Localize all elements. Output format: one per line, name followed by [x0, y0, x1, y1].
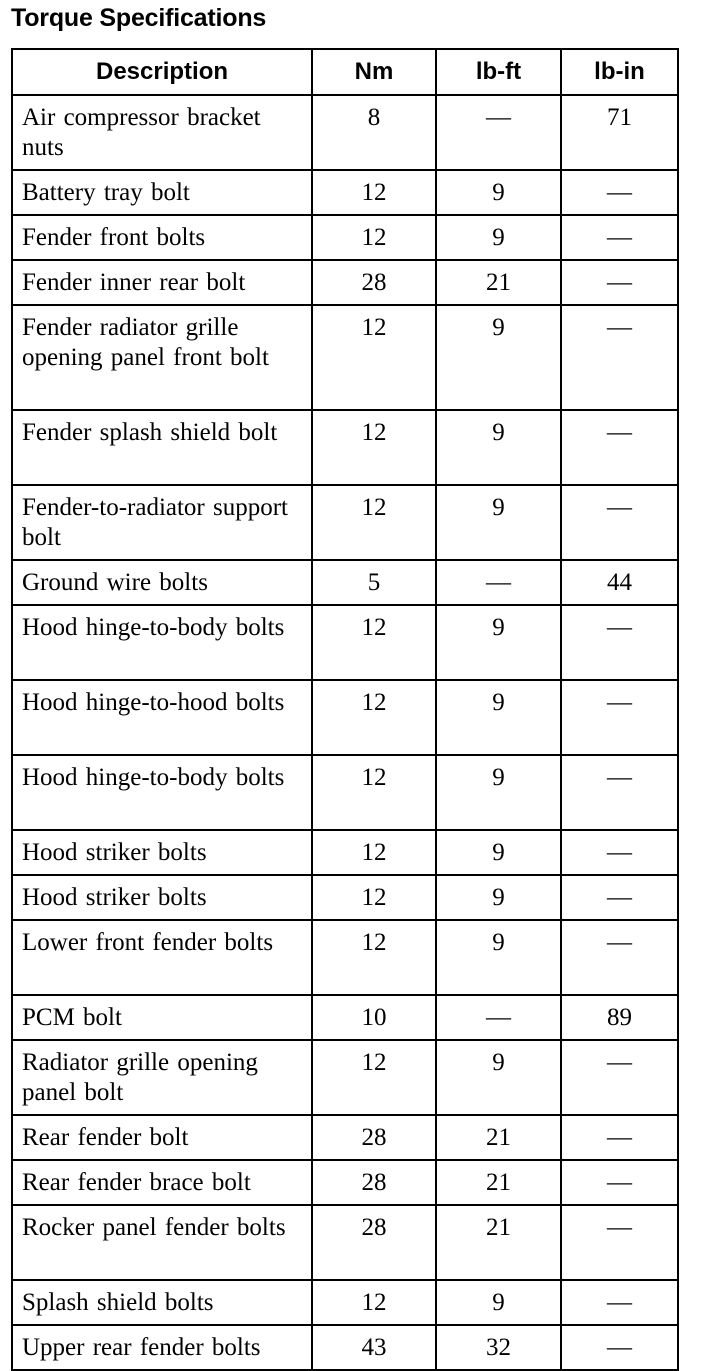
table-row	[12, 920, 678, 995]
table-row	[12, 1205, 678, 1280]
cell-lb-ft: 9	[436, 215, 561, 260]
cell-nm: 28	[312, 1160, 436, 1205]
cell-lb-in: 71	[561, 95, 678, 170]
table-row	[12, 995, 678, 1040]
table-row	[12, 485, 678, 560]
cell-lb-ft: 9	[436, 170, 561, 215]
cell-nm: 5	[312, 560, 436, 605]
cell-lb-in: —	[561, 1205, 678, 1280]
cell-lb-ft: 9	[436, 485, 561, 560]
table-row	[12, 170, 678, 215]
cell-lb-in: —	[561, 680, 678, 755]
cell-nm: 12	[312, 920, 436, 995]
cell-description: Battery tray bolt	[12, 170, 312, 215]
cell-description: Rear fender brace bolt	[12, 1160, 312, 1205]
cell-lb-in: —	[561, 875, 678, 920]
cell-lb-in: 44	[561, 560, 678, 605]
cell-lb-in: —	[561, 260, 678, 305]
cell-description: Ground wire bolts	[12, 560, 312, 605]
cell-description: Fender-to-radiator support bolt	[12, 485, 312, 560]
table-row	[12, 755, 678, 830]
cell-lb-in: —	[561, 605, 678, 680]
cell-description: Hood hinge-to-hood bolts	[12, 680, 312, 755]
cell-nm: 12	[312, 1040, 436, 1115]
cell-nm: 12	[312, 305, 436, 410]
cell-lb-ft: 9	[436, 680, 561, 755]
cell-lb-in: —	[561, 830, 678, 875]
cell-lb-ft: 9	[436, 605, 561, 680]
table-row	[12, 830, 678, 875]
table-row	[12, 875, 678, 920]
cell-description: Hood hinge-to-body bolts	[12, 605, 312, 680]
cell-lb-in: —	[561, 1040, 678, 1115]
table-row	[12, 1325, 678, 1370]
cell-lb-ft: 9	[436, 410, 561, 485]
cell-lb-in: —	[561, 1115, 678, 1160]
cell-lb-ft: 9	[436, 305, 561, 410]
table-row	[12, 680, 678, 755]
cell-description: PCM bolt	[12, 995, 312, 1040]
header-nm: Nm	[312, 49, 436, 95]
table-row	[12, 1040, 678, 1115]
cell-lb-ft: 21	[436, 260, 561, 305]
cell-nm: 12	[312, 680, 436, 755]
cell-lb-in: —	[561, 170, 678, 215]
cell-nm: 12	[312, 875, 436, 920]
cell-nm: 12	[312, 830, 436, 875]
cell-description: Rear fender bolt	[12, 1115, 312, 1160]
cell-lb-in: —	[561, 1325, 678, 1370]
cell-lb-ft: 9	[436, 1280, 561, 1325]
table-row	[12, 1280, 678, 1325]
cell-lb-ft: 9	[436, 875, 561, 920]
cell-lb-in: —	[561, 305, 678, 410]
torque-spec-table	[11, 48, 679, 1371]
cell-lb-ft: 9	[436, 830, 561, 875]
cell-nm: 12	[312, 410, 436, 485]
cell-lb-ft: 21	[436, 1205, 561, 1280]
cell-lb-ft: 21	[436, 1115, 561, 1160]
cell-nm: 12	[312, 215, 436, 260]
header-lb-in: lb-in	[561, 49, 678, 95]
cell-description: Splash shield bolts	[12, 1280, 312, 1325]
table-row	[12, 605, 678, 680]
cell-nm: 12	[312, 605, 436, 680]
cell-nm: 28	[312, 260, 436, 305]
cell-description: Radiator grille opening panel bolt	[12, 1040, 312, 1115]
cell-lb-in: —	[561, 1280, 678, 1325]
cell-lb-ft: 21	[436, 1160, 561, 1205]
cell-description: Air compressor bracket nuts	[12, 95, 312, 170]
header-row	[12, 49, 678, 95]
cell-lb-in: —	[561, 410, 678, 485]
cell-nm: 28	[312, 1115, 436, 1160]
cell-description: Fender radiator grille opening panel front bolt	[12, 305, 312, 410]
cell-nm: 12	[312, 1280, 436, 1325]
cell-nm: 43	[312, 1325, 436, 1370]
cell-description: Fender inner rear bolt	[12, 260, 312, 305]
cell-lb-in: —	[561, 485, 678, 560]
cell-nm: 12	[312, 755, 436, 830]
cell-lb-in: —	[561, 755, 678, 830]
cell-description: Upper rear fender bolts	[12, 1325, 312, 1370]
cell-lb-ft: 9	[436, 1040, 561, 1115]
table-body	[12, 95, 678, 1370]
cell-lb-in: —	[561, 215, 678, 260]
table-row	[12, 260, 678, 305]
cell-nm: 12	[312, 485, 436, 560]
cell-lb-ft: —	[436, 995, 561, 1040]
table-row	[12, 215, 678, 260]
cell-nm: 8	[312, 95, 436, 170]
cell-lb-in: —	[561, 1160, 678, 1205]
cell-description: Hood striker bolts	[12, 875, 312, 920]
cell-lb-ft: —	[436, 95, 561, 170]
cell-description: Hood striker bolts	[12, 830, 312, 875]
table-row	[12, 95, 678, 170]
cell-nm: 12	[312, 170, 436, 215]
cell-lb-ft: 9	[436, 755, 561, 830]
cell-description: Rocker panel fender bolts	[12, 1205, 312, 1280]
cell-lb-ft: 9	[436, 920, 561, 995]
header-description: Description	[12, 49, 312, 95]
cell-lb-in: —	[561, 920, 678, 995]
cell-lb-in: 89	[561, 995, 678, 1040]
cell-description: Hood hinge-to-body bolts	[12, 755, 312, 830]
table-row	[12, 1160, 678, 1205]
cell-nm: 10	[312, 995, 436, 1040]
table-row	[12, 410, 678, 485]
table-row	[12, 1115, 678, 1160]
header-lb-ft: lb-ft	[436, 49, 561, 95]
cell-description: Fender front bolts	[12, 215, 312, 260]
cell-description: Lower front fender bolts	[12, 920, 312, 995]
cell-lb-ft: 32	[436, 1325, 561, 1370]
cell-lb-ft: —	[436, 560, 561, 605]
table-row	[12, 305, 678, 410]
cell-description: Fender splash shield bolt	[12, 410, 312, 485]
cell-nm: 28	[312, 1205, 436, 1280]
page-title: Torque Specifications	[11, 4, 267, 32]
table-row	[12, 560, 678, 605]
